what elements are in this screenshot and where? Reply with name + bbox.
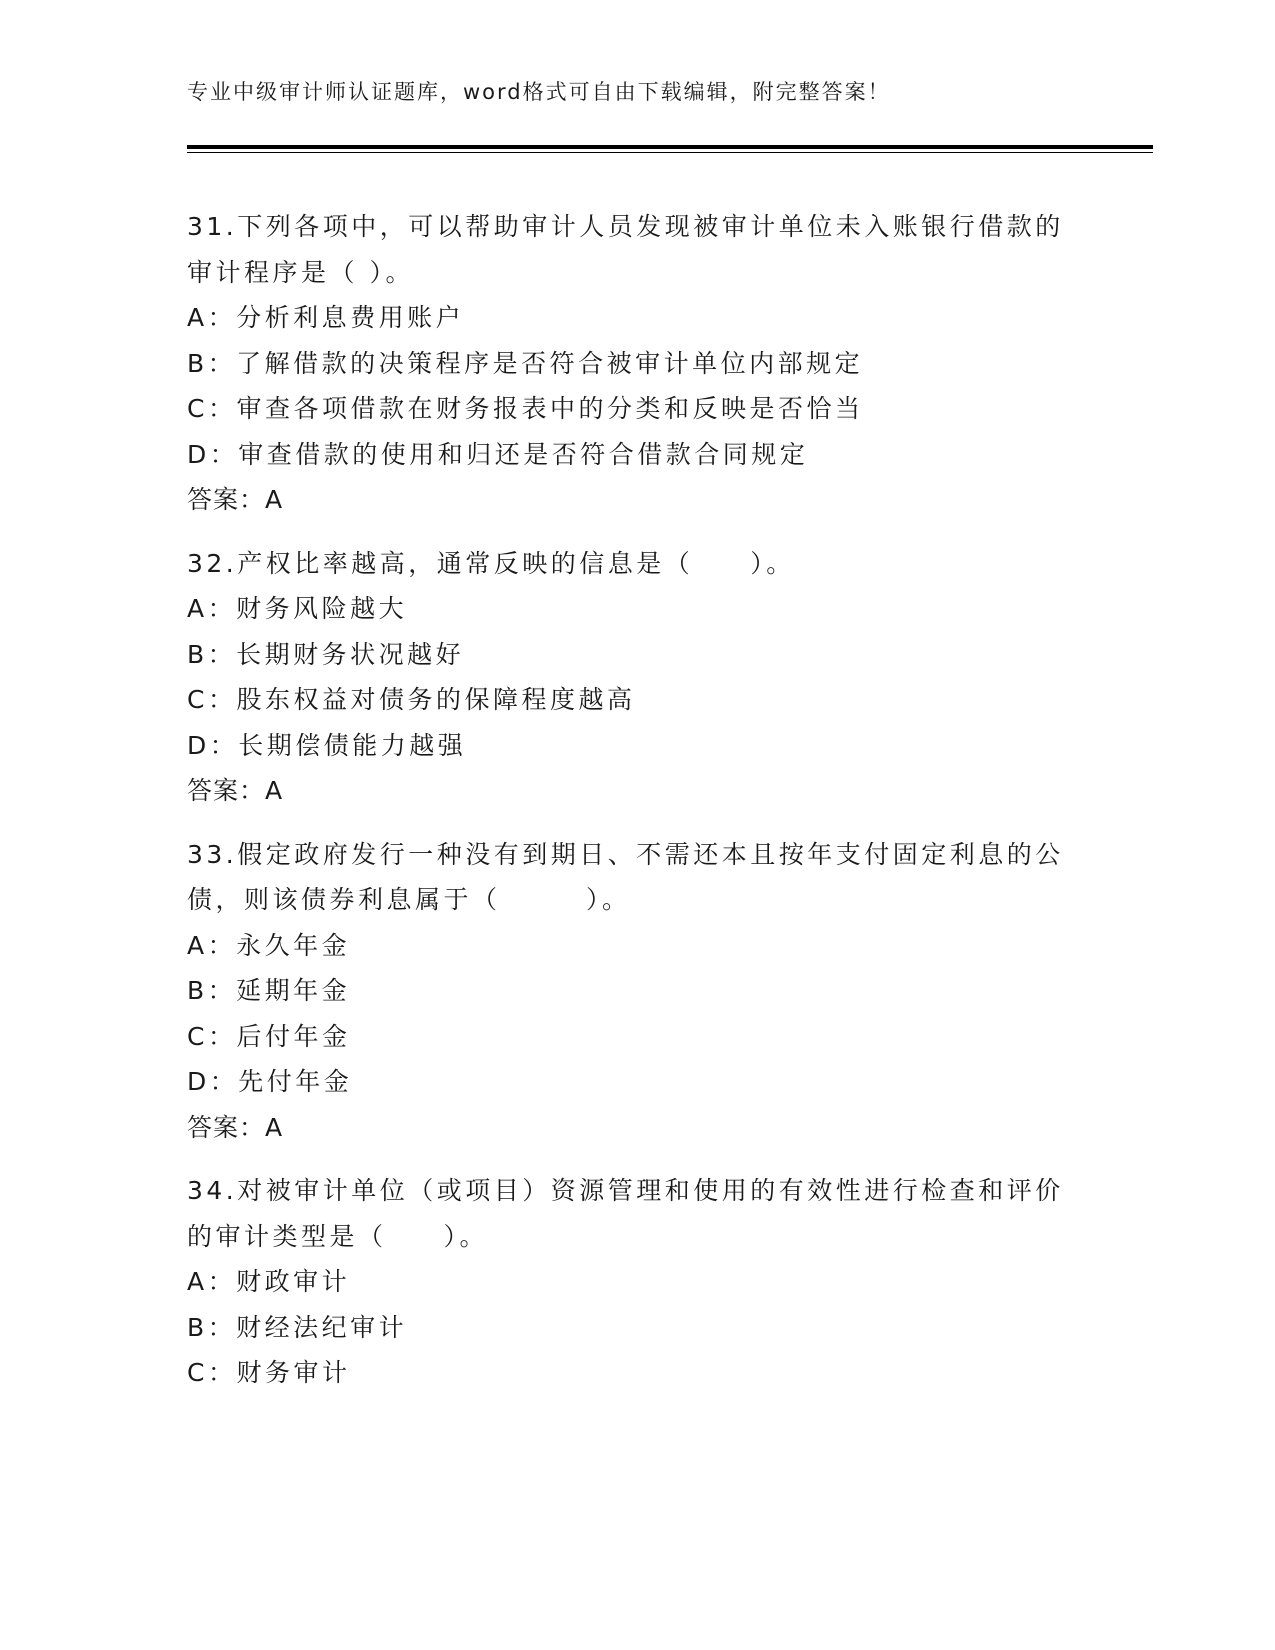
answer-value: A	[265, 485, 284, 514]
question-32	[187, 541, 1087, 814]
answer-label: 答案：	[187, 485, 266, 514]
option-d: D：先付年金	[187, 1067, 353, 1096]
page-header: 专业中级审计师认证题库，word格式可自由下载编辑，附完整答案！	[187, 80, 891, 104]
answer-label: 答案：	[187, 1112, 266, 1142]
option-c: C：财务审计	[187, 1358, 351, 1387]
option-b: B：长期财务状况越好	[187, 639, 465, 669]
question-stem: 32.产权比率越高，通常反映的信息是（ ）。	[187, 548, 795, 578]
answer-value: A	[265, 1112, 284, 1142]
option-a: A：财务风险越大	[187, 594, 408, 623]
option-c: C：后付年金	[187, 1021, 351, 1051]
option-b: B：财经法纪审计	[187, 1312, 408, 1342]
header-rule-thin	[187, 152, 1153, 153]
question-34	[187, 1168, 1087, 1396]
answer-value: A	[265, 776, 284, 805]
option-b: B：了解借款的决策程序是否符合被审计单位内部规定	[187, 348, 864, 378]
question-33	[187, 832, 1087, 1151]
option-c: C：审查各项借款在财务报表中的分类和反映是否恰当	[187, 394, 864, 423]
option-b: B：延期年金	[187, 976, 351, 1005]
question-stem: 31.下列各项中，可以帮助审计人员发现被审计单位未入账银行借款的	[187, 212, 1064, 241]
option-a: A：分析利息费用账户	[187, 303, 465, 332]
option-a: A：财政审计	[187, 1267, 351, 1296]
header-rule-thick	[187, 145, 1153, 149]
question-stem: 债，则该债券利息属于（ ）。	[187, 885, 631, 914]
option-d: D：审查借款的使用和归还是否符合借款合同规定	[187, 439, 809, 469]
answer-label: 答案：	[187, 776, 266, 805]
answer-line	[187, 768, 1087, 814]
answer-line	[187, 477, 1087, 523]
question-31	[187, 204, 1087, 523]
option-d: D：长期偿债能力越强	[187, 730, 467, 760]
option-c: C：股东权益对债务的保障程度越高	[187, 685, 636, 714]
option-a: A：永久年金	[187, 930, 351, 960]
question-stem: 审计程序是（ ）。	[187, 257, 414, 287]
question-list	[187, 204, 1087, 1414]
answer-line	[187, 1105, 1087, 1151]
question-stem: 的审计类型是（ ）。	[187, 1221, 489, 1251]
question-stem: 33.假定政府发行一种没有到期日、不需还本且按年支付固定利息的公	[187, 839, 1064, 869]
question-stem: 34.对被审计单位（或项目）资源管理和使用的有效性进行检查和评价	[187, 1176, 1064, 1205]
